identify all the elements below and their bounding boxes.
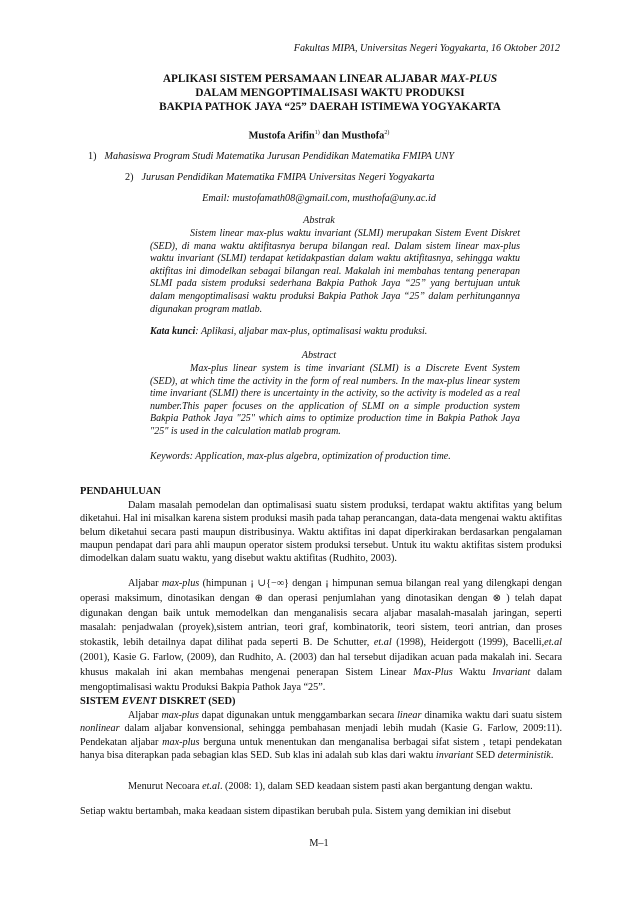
sed-p1-m: . bbox=[550, 749, 554, 761]
sed-heading-c: DISKRET (SED) bbox=[156, 696, 236, 707]
author-2-name: Musthofa bbox=[341, 130, 385, 142]
keywords: Keywords: Application, max-plus algebra, optimization of production time. bbox=[150, 451, 451, 462]
sed-p2-b: et.al bbox=[202, 781, 220, 792]
author-1-sup: 1) bbox=[314, 130, 320, 136]
sed-p1-e: dinamika waktu dari suatu sistem bbox=[421, 710, 562, 721]
p2-text-b: max-plus bbox=[161, 578, 200, 589]
p2-text-k: (2001), Kasie G. Farlow, (2009), dan Rudhito, A. (2003) dan hal tersebut dijadikan acuan pada makalah ini. Secara khusus makalah ini akan membahas mengenai penerapan Sistem Linear bbox=[80, 651, 562, 678]
abstract-body bbox=[150, 363, 520, 439]
abstrak-heading: Abstrak bbox=[303, 215, 335, 226]
sed-p1-k: SED bbox=[473, 749, 498, 761]
p2-text-m: Waktu bbox=[452, 666, 493, 678]
section-sed-heading bbox=[80, 696, 235, 707]
p2-text-i: (1998), Heidergott (1999), Bacelli, bbox=[391, 637, 545, 649]
pendahuluan-paragraph-1 bbox=[80, 499, 562, 565]
title-line-1 bbox=[80, 72, 580, 86]
p2-text-j: et.al bbox=[544, 637, 562, 649]
title-line-2: DALAM MENGOPTIMALISASI WAKTU PRODUKSI bbox=[195, 87, 465, 99]
sed-paragraph-2 bbox=[80, 780, 562, 793]
pendahuluan-paragraph-2 bbox=[80, 577, 562, 695]
sed-p1-h: max-plus bbox=[162, 736, 200, 748]
p2-text-e: himpunan semua bilangan real yang dilengkapi dengan operasi maksimum, dinotasikan dengan bbox=[80, 578, 562, 604]
sed-p1-b: max-plus bbox=[161, 710, 199, 721]
affiliation-2 bbox=[125, 172, 434, 183]
author-joiner: dan bbox=[319, 130, 342, 142]
sed-paragraph-3: Setiap waktu bertambah, maka keadaan sistem dipastikan berubah pula. Sistem yang demikian ini disebut bbox=[80, 806, 511, 817]
kata-kunci-text: : Aplikasi, aljabar max-plus, optimalisasi waktu produksi. bbox=[195, 326, 428, 337]
sed-p1-a: Aljabar bbox=[128, 710, 162, 721]
p2-text-o: dalam mengoptimalisasi waktu Produksi Bakpia Pathok Jaya “25”. bbox=[80, 666, 562, 693]
section-pendahuluan-heading: PENDAHULUAN bbox=[80, 486, 161, 497]
title-line-3: BAKPIA PATHOK JAYA “25” DAERAH ISTIMEWA YOGYAKARTA bbox=[159, 101, 501, 113]
p2-text-d: ∪{−∞} dengan bbox=[254, 578, 326, 589]
sed-p2-c: . (2008: 1), dalam SED keadaan sistem pasti akan bergantung dengan waktu. bbox=[219, 781, 533, 792]
author-line bbox=[0, 130, 638, 141]
sed-p1-g: dalam aljabar konvensional, sehingga pembahasan menjadi lebih mudah (Kasie G. Farlow, 2009:11). Pendekatan aljabar bbox=[80, 723, 562, 748]
abstract-text: Max-plus linear system is time invariant (SLMI) is a Discrete Event System (SED), at which time the activity in the form of real numbers. In the max-plus linear system time invariant (SLMI) there is uncertainty in the activity, so the activity is modeled as a real number.This paper focuses on the application of SLMI on a simple production system Bakpia Pathok Jaya "25" which aims to optimize production time in Bakpia Pathok Jaya "25" is used in the calculation matlab program. bbox=[150, 363, 520, 437]
affiliation-1-mark: 1) bbox=[88, 151, 97, 162]
pendahuluan-p1-text: Dalam masalah pemodelan dan optimalisasi suatu sistem produksi, terdapat waktu aktifitas yang belum diketahui. Hal ini misalkan karena sistem produksi masih pada tahap perancangan, data-data mengenai waktu aktifitas belum diketahui secara pasti maupun distribusinya. Waktu aktifitas ini dapat diperkirakan berdasarkan pengalaman maupun pendapat dari para ahli maupun operator sistem produksi tersebut. Untuk itu waktu aktifitas sistem produksi dimodelkan dalam suatu waktu, yang disebut waktu aktifitas (Rudhito, 2003). bbox=[80, 500, 562, 565]
affiliation-1-text: Mahasiswa Program Studi Matematika Jurusan Pendidikan Matematika FMIPA UNY bbox=[104, 151, 455, 162]
email-line: Email: mustofamath08@gmail.com, musthofa@uny.ac.id bbox=[202, 193, 436, 204]
p2-text-h: et.al bbox=[373, 637, 392, 649]
title-line-1-text: APLIKASI SISTEM PERSAMAAN LINEAR ALJABAR bbox=[162, 73, 441, 85]
kata-kunci bbox=[150, 326, 530, 337]
page-number: M–1 bbox=[309, 838, 329, 849]
abstract-heading: Abstract bbox=[301, 350, 337, 361]
abstrak-text: Sistem linear max-plus waktu invariant (SLMI) merupakan Sistem Event Diskret (SED), di mana waktu aktifitasnya berupa bilangan real. Dalam sistem linear max-plus waktu invariant (SLMI) terdapat ketidakpastian dalam waktu aktifitasnya, sehingga waktu aktifitas ini dimodelkan sebagai bilangan real. Makalah ini membahas tentang penerapan SLMI pada sistem produksi sederhana Bakpia Pathok Jaya “25” yang bertujuan untuk dalam mengoptimalisasi waktu produksi Bakpia Pathok Jaya “25” dalam perhitungannya digunakan program matlab. bbox=[150, 228, 520, 315]
author-1-name: Mustofa Arifin bbox=[248, 130, 315, 142]
sed-p1-j: invariant bbox=[435, 749, 474, 761]
affiliation-2-mark: 2) bbox=[125, 172, 134, 183]
kata-kunci-label: Kata kunci bbox=[150, 326, 196, 337]
oplus-symbol: ⊕ bbox=[254, 592, 263, 604]
sed-p1-d: linear bbox=[397, 710, 422, 721]
title-line-1-italic: MAX-PLUS bbox=[440, 73, 498, 85]
affiliation-1 bbox=[88, 151, 454, 162]
running-header: Fakultas MIPA, Universitas Negeri Yogyakarta, 16 Oktober 2012 bbox=[293, 43, 560, 54]
p2-text-a: Aljabar bbox=[128, 578, 162, 589]
real-set-symbol-2: ¡ bbox=[325, 578, 330, 589]
abstrak-body bbox=[150, 228, 520, 316]
author-2-sup: 2) bbox=[384, 130, 390, 136]
p2-text-l: Max-Plus bbox=[413, 666, 453, 678]
p2-text-g: ) telah dapat digunakan dengan baik untuk memodelkan dan menganalisis secara aljabar masalah-masalah jaringan, seperti masalah: penjadwalan (proyek),sistem antrian, teori graf, kombinatorik, teori sistem, teori antrian, dan proses stokastik, lebih detailnya dapat dilihat pada seperti B. De Schutter, bbox=[80, 592, 562, 649]
sed-p1-f: nonlinear bbox=[80, 723, 120, 735]
sed-heading-a: SISTEM bbox=[80, 696, 122, 707]
sed-paragraph-1 bbox=[80, 709, 562, 762]
p2-text-c: (himpunan bbox=[199, 578, 251, 589]
sed-p1-c: dapat digunakan untuk menggambarkan secara bbox=[198, 710, 398, 721]
p2-text-n: Invariant bbox=[492, 666, 531, 678]
sed-p2-a: Menurut Necoara bbox=[128, 781, 203, 792]
affiliation-2-text: Jurusan Pendidikan Matematika FMIPA Universitas Negeri Yogyakarta bbox=[141, 172, 435, 183]
sed-p1-i: berguna untuk menentukan dan menganalisa berbagai sifat sistem , tetapi pendekatan hanya bisa diterapkan pada sebagian klas SED. Sub klas ini adalah sub klas dari waktu bbox=[80, 736, 562, 761]
sed-p1-l: deterministik bbox=[497, 749, 551, 761]
real-set-symbol: ¡ bbox=[250, 578, 255, 589]
sed-heading-b: EVENT bbox=[121, 696, 157, 707]
otimes-symbol: ⊗ bbox=[492, 592, 501, 604]
p2-text-f: dan operasi penjumlahan yang dinotasikan dengan bbox=[262, 592, 493, 604]
